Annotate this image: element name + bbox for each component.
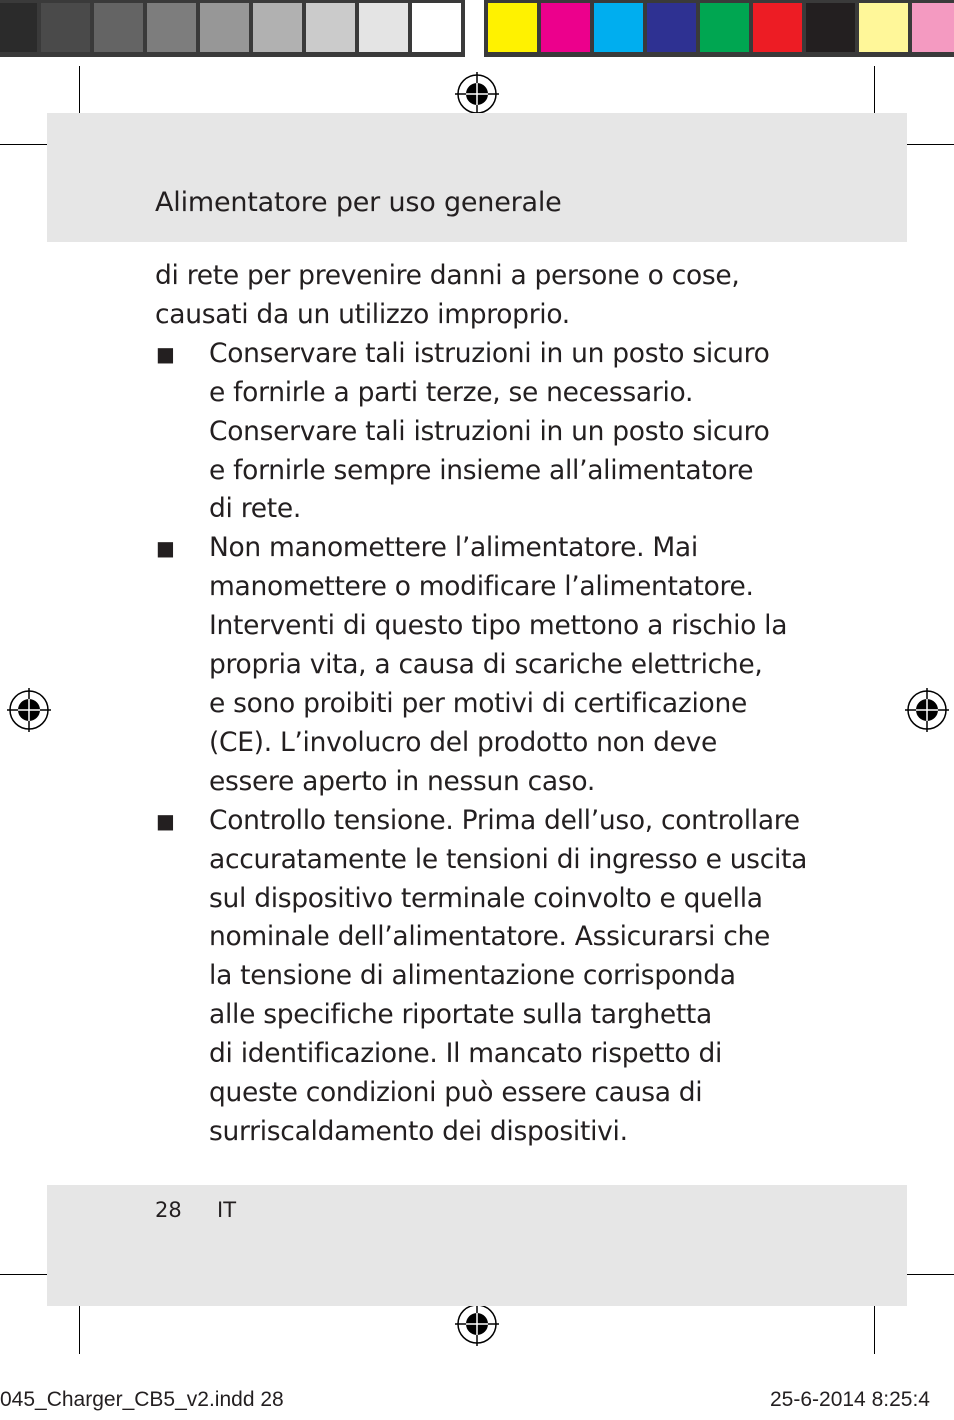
registration-mark-icon [455,72,499,116]
gray-swatch [0,3,37,52]
bullet-line: accuratamente le tensioni di ingresso e uscita [209,843,808,875]
page-header-title: Alimentatore per uso generale [155,187,562,218]
slug-datetime: 25-6-2014 8:25:4 [770,1388,930,1411]
color-swatch [859,3,908,52]
bullet-line: e sono proibiti per motivi di certificazione [209,687,747,719]
bullet-line: (CE). L’involucro del prodotto non deve [209,726,718,758]
gray-swatch [359,3,408,52]
gray-swatch [147,3,196,52]
language-code: IT [217,1198,237,1222]
bullet-item [155,335,815,530]
bullet-line: sul dispositivo terminale coinvolto e quella [209,882,763,914]
intro-line: causati da un utilizzo improprio. [155,298,570,330]
bullet-item [155,802,815,1152]
bullet-line: surriscaldamento dei dispositivi. [209,1115,628,1147]
gray-swatch [41,3,90,52]
registration-mark-icon [7,688,51,732]
bullet-square-icon: ■ [156,536,175,561]
bullet-line: di rete. [209,493,301,525]
bullet-line: Non manomettere l’alimentatore. Mai [209,532,698,564]
gray-swatch [412,3,461,52]
bullet-line: e fornirle a parti terze, se necessario. [209,376,694,408]
color-swatch [488,3,537,52]
bullet-line: di identificazione. Il mancato rispetto di [209,1038,723,1070]
bullet-line: manomettere o modificare l’alimentatore. [209,571,754,603]
color-swatch [753,3,802,52]
gray-swatch [94,3,143,52]
bullet-line: Conservare tali istruzioni in un posto sicuro [209,415,770,447]
registration-mark-icon [455,1302,499,1346]
header-band [47,113,907,242]
color-swatch [594,3,643,52]
gray-swatch [306,3,355,52]
bullet-line: propria vita, a causa di scariche elettriche, [209,649,763,681]
page-number: 28 [155,1198,182,1222]
intro-line: di rete per prevenire danni a persone o cose, [155,260,740,291]
gray-swatch [253,3,302,52]
slug-filename: 045_Charger_CB5_v2.indd 28 [0,1388,284,1411]
bullet-line: alle specifiche riportate sulla targhetta [209,999,712,1031]
color-swatch [806,3,855,52]
bullet-line: essere aperto in nessun caso. [209,765,595,797]
process-color-calibration-bar [484,0,954,57]
body-text [155,257,815,1152]
bullet-line: nominale dell’alimentatore. Assicurarsi che [209,921,771,953]
bullet-line: Conservare tali istruzioni in un posto sicuro [209,337,770,369]
bullet-line: Interventi di questo tipo mettono a rischio la [209,610,788,642]
registration-mark-icon [905,688,949,732]
bullet-line: e fornirle sempre insieme all’alimentatore [209,454,754,486]
bullet-line: Controllo tensione. Prima dell’uso, controllare [209,804,800,836]
grayscale-calibration-bar [0,0,465,57]
color-swatch [541,3,590,52]
bullet-square-icon: ■ [156,341,175,366]
bullet-line: la tensione di alimentazione corrisponda [209,960,736,992]
color-swatch [700,3,749,52]
bullet-square-icon: ■ [156,808,175,833]
bullet-line: queste condizioni può essere causa di [209,1077,703,1109]
bullet-item [155,529,815,801]
color-swatch [647,3,696,52]
gray-swatch [200,3,249,52]
color-swatch [912,3,954,52]
